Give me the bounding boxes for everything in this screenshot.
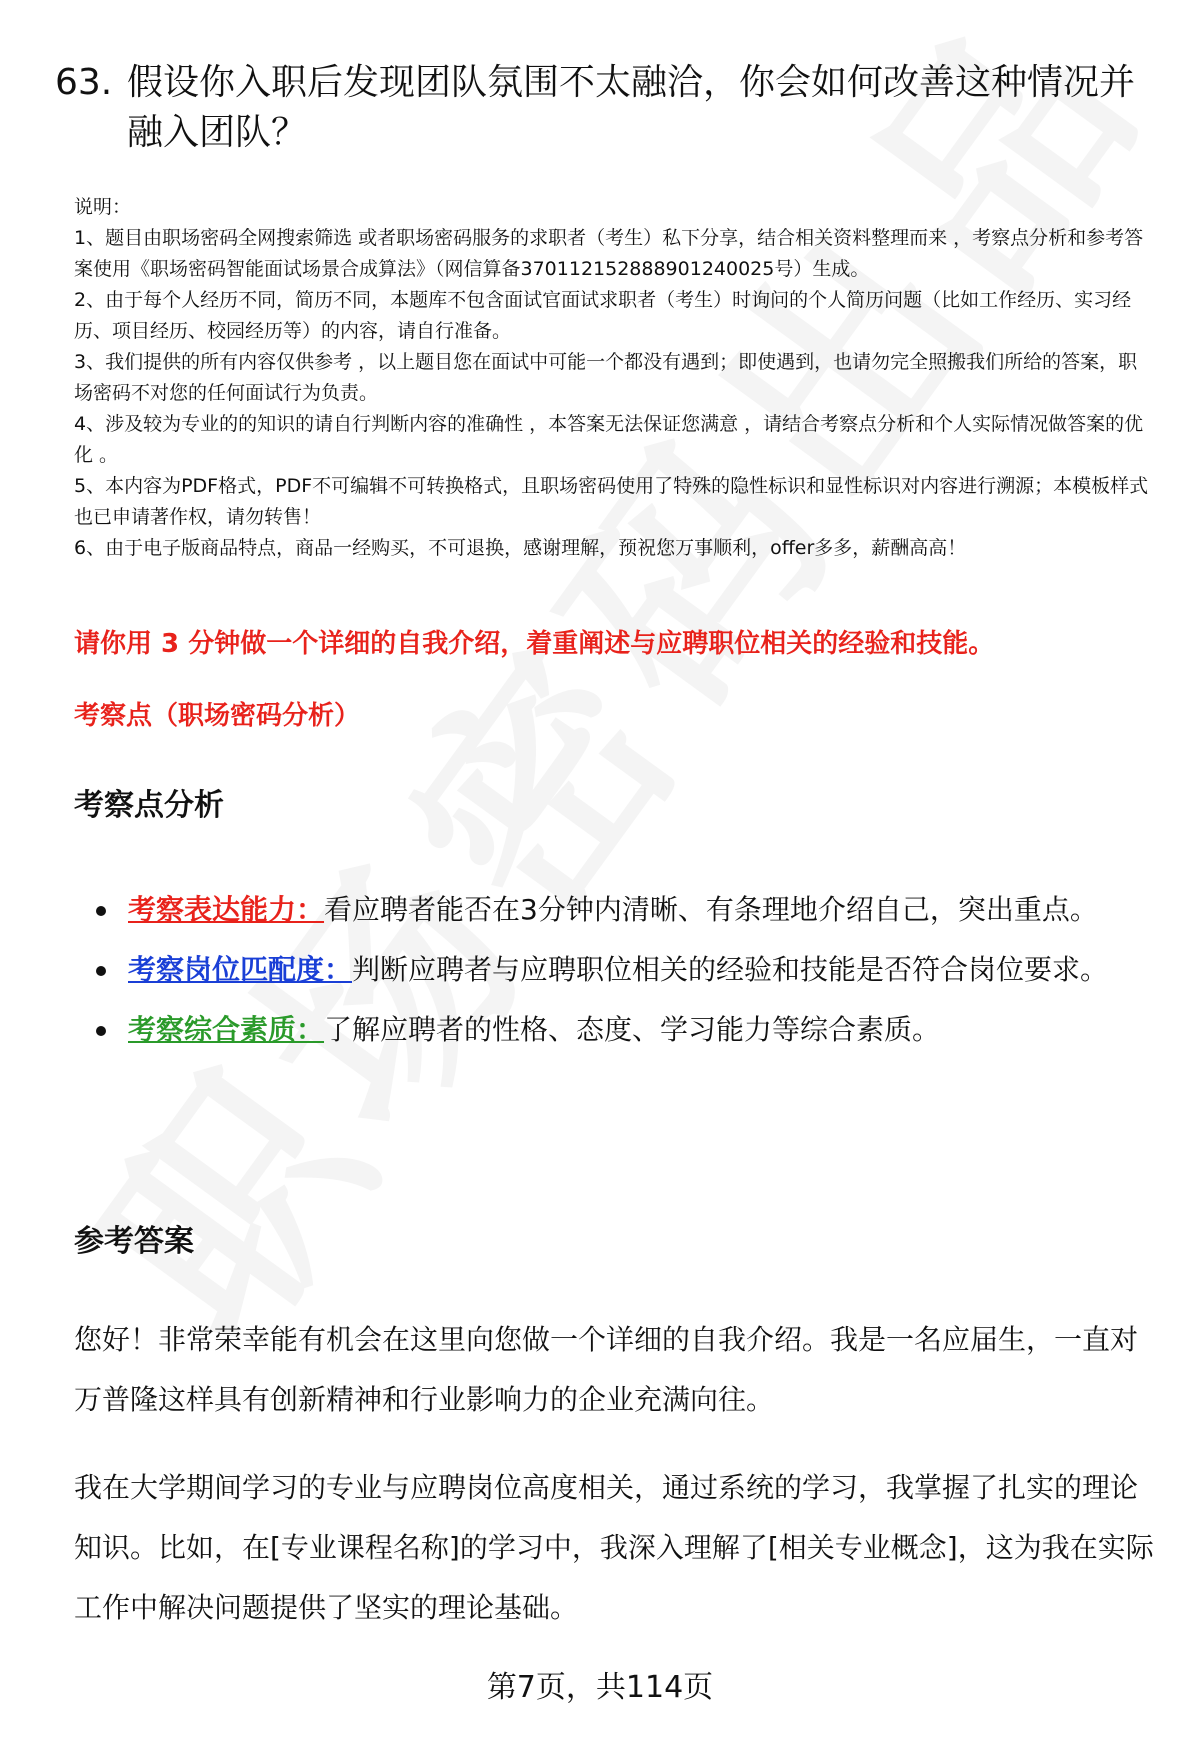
bullet-text: 了解应聘者的性格、态度、学习能力等综合素质。 [324,1013,941,1046]
bullet-dot-icon [96,1026,106,1036]
bullet-label: 考察岗位匹配度： [128,953,353,986]
question-text: 假设你入职后发现团队氛围不太融洽，你会如何改善这种情况并融入团队？ [127,62,1136,153]
bullet-dot-icon [96,906,106,916]
bullet-label: 考察表达能力： [128,893,325,926]
bullet-dot-icon [96,966,106,976]
note-item: 1、题目由职场密码全网搜索筛选 或者职场密码服务的求职者（考生）私下分享，结合相关资料整理而来 ，考察点分析和参考答案使用《职场密码智能面试场景合成算法》（网信算备370112152888901240025号）生成。 [74,227,1144,280]
answer-paragraph: 我在大学期间学习的专业与应聘岗位高度相关，通过系统的学习，我掌握了扎实的理论知识。比如，在[专业课程名称]的学习中，我深入理解了[相关专业概念]，这为我在实际工作中解决问题提供了坚实的理论基础。 [74,1471,1154,1624]
answer-paragraph: 您好！非常荣幸能有机会在这里向您做一个详细的自我介绍。我是一名应届生，一直对万普隆这样具有创新精神和行业影响力的企业充满向往。 [74,1323,1139,1416]
question-number: 63. [55,62,113,103]
analysis-bullet [96,1000,1116,1060]
notes-section [74,192,1154,564]
analysis-bullet [96,940,1116,1000]
note-item: 3、我们提供的所有内容仅供参考 ，以上题目您在面试中可能一个都没有遇到；即使遇到，也请勿完全照搬我们所给的答案，职场密码不对您的任何面试行为负责。 [74,351,1138,404]
analysis-heading: 考察点分析 [74,788,224,823]
bullet-text: 判断应聘者与应聘职位相关的经验和技能是否符合岗位要求。 [352,953,1109,986]
analysis-list [96,880,1116,1060]
note-item: 6、由于电子版商品特点，商品一经购买，不可退换，感谢理解，预祝您万事顺利，offer多多，薪酬高高！ [74,537,967,559]
note-item: 4、涉及较为专业的的知识的请自行判断内容的准确性 ，本答案无法保证您满意 ，请结合考察点分析和个人实际情况做答案的优化 。 [74,413,1144,466]
note-item: 2、由于每个人经历不同，简历不同，本题库不包含面试官面试求职者（考生）时询问的个人简历问题（比如工作经历、实习经历、项目经历、校园经历等）的内容，请自行准备。 [74,289,1132,342]
bullet-text: 看应聘者能否在3分钟内清晰、有条理地介绍自己，突出重点。 [324,893,1098,926]
notes-heading: 说明： [74,196,132,218]
note-item: 5、本内容为PDF格式，PDF不可编辑不可转换格式，且职场密码使用了特殊的隐性标识和显性标识对内容进行溯源；本模板样式也已申请著作权，请勿转售！ [74,475,1149,528]
analysis-subheading: 考察点（职场密码分析） [74,701,361,731]
featured-question: 请你用 3 分钟做一个详细的自我介绍，着重阐述与应聘职位相关的经验和技能。 [74,629,995,659]
bullet-label: 考察综合素质： [128,1013,325,1046]
page-footer: 第7页，共114页 [486,1670,714,1705]
analysis-bullet [96,880,1116,940]
answer-heading: 参考答案 [74,1224,194,1259]
question-title [55,58,1155,158]
